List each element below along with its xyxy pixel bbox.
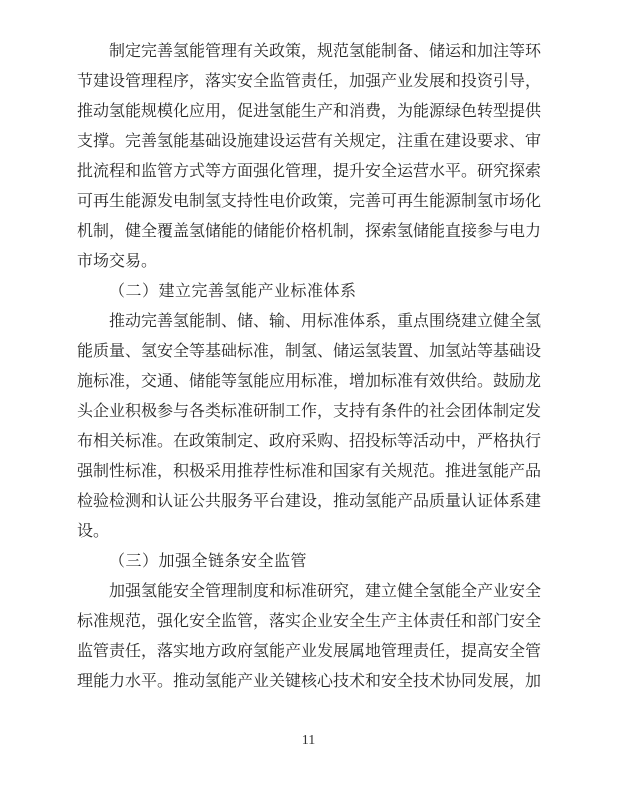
text-line: 加强氢能安全管理制度和标准研究，建立健全氢能全产业安全 [109, 583, 542, 600]
text-line: 节建设管理程序，落实安全监管责任，加强产业发展和投资引导， [77, 73, 542, 90]
text-line: 市场交易。 [77, 253, 158, 270]
paragraph-2 [77, 307, 541, 547]
text-line: 制定完善氢能管理有关政策，规范氢能制备、储运和加注等环 [109, 43, 542, 60]
text-line: 强制性标准，积极采用推荐性标准和国家有关规范。推进氢能产品 [77, 463, 542, 480]
text-line: 理能力水平。推动氢能产业关键核心技术和安全技术协同发展，加 [77, 673, 542, 690]
text-line: 头企业积极参与各类标准研制工作，支持有条件的社会团体制定发 [77, 403, 542, 420]
text-line: 施标准，交通、储能等氢能应用标准，增加标准有效供给。鼓励龙 [77, 373, 542, 390]
text-line: 可再生能源发电制氢支持性电价政策，完善可再生能源制氢市场化 [77, 193, 542, 210]
text-line: 监管责任，落实地方政府氢能产业发展属地管理责任，提高安全管 [77, 643, 542, 660]
text-line: 布相关标准。在政策制定、政府采购、招投标等活动中，严格执行 [77, 433, 542, 450]
text-line: 机制，健全覆盖氢储能的储能价格机制，探索氢储能直接参与电力 [77, 223, 542, 240]
paragraph-1 [77, 37, 541, 277]
document-body [77, 37, 541, 697]
section-heading-3: （三）加强全链条安全监管 [109, 553, 308, 570]
text-line: 推动氢能规模化应用，促进氢能生产和消费，为能源绿色转型提供 [77, 103, 542, 120]
text-line: 检验检测和认证公共服务平台建设，推动氢能产品质量认证体系建 [77, 493, 542, 510]
section-heading-2: （二）建立完善氢能产业标准体系 [109, 283, 357, 300]
text-line: 设。 [77, 523, 110, 540]
text-line: 能质量、氢安全等基础标准，制氢、储运氢装置、加氢站等基础设 [77, 343, 542, 360]
text-line: 推动完善氢能制、储、输、用标准体系，重点围绕建立健全氢 [109, 313, 542, 330]
paragraph-3 [77, 577, 541, 697]
text-line: 标准规范，强化安全监管，落实企业安全生产主体责任和部门安全 [77, 613, 542, 630]
text-line: 支撑。完善氢能基础设施建设运营有关规定，注重在建设要求、审 [77, 133, 542, 150]
text-line: 批流程和监管方式等方面强化管理，提升安全运营水平。研究探索 [77, 163, 542, 180]
page-number: 11 [301, 733, 316, 748]
